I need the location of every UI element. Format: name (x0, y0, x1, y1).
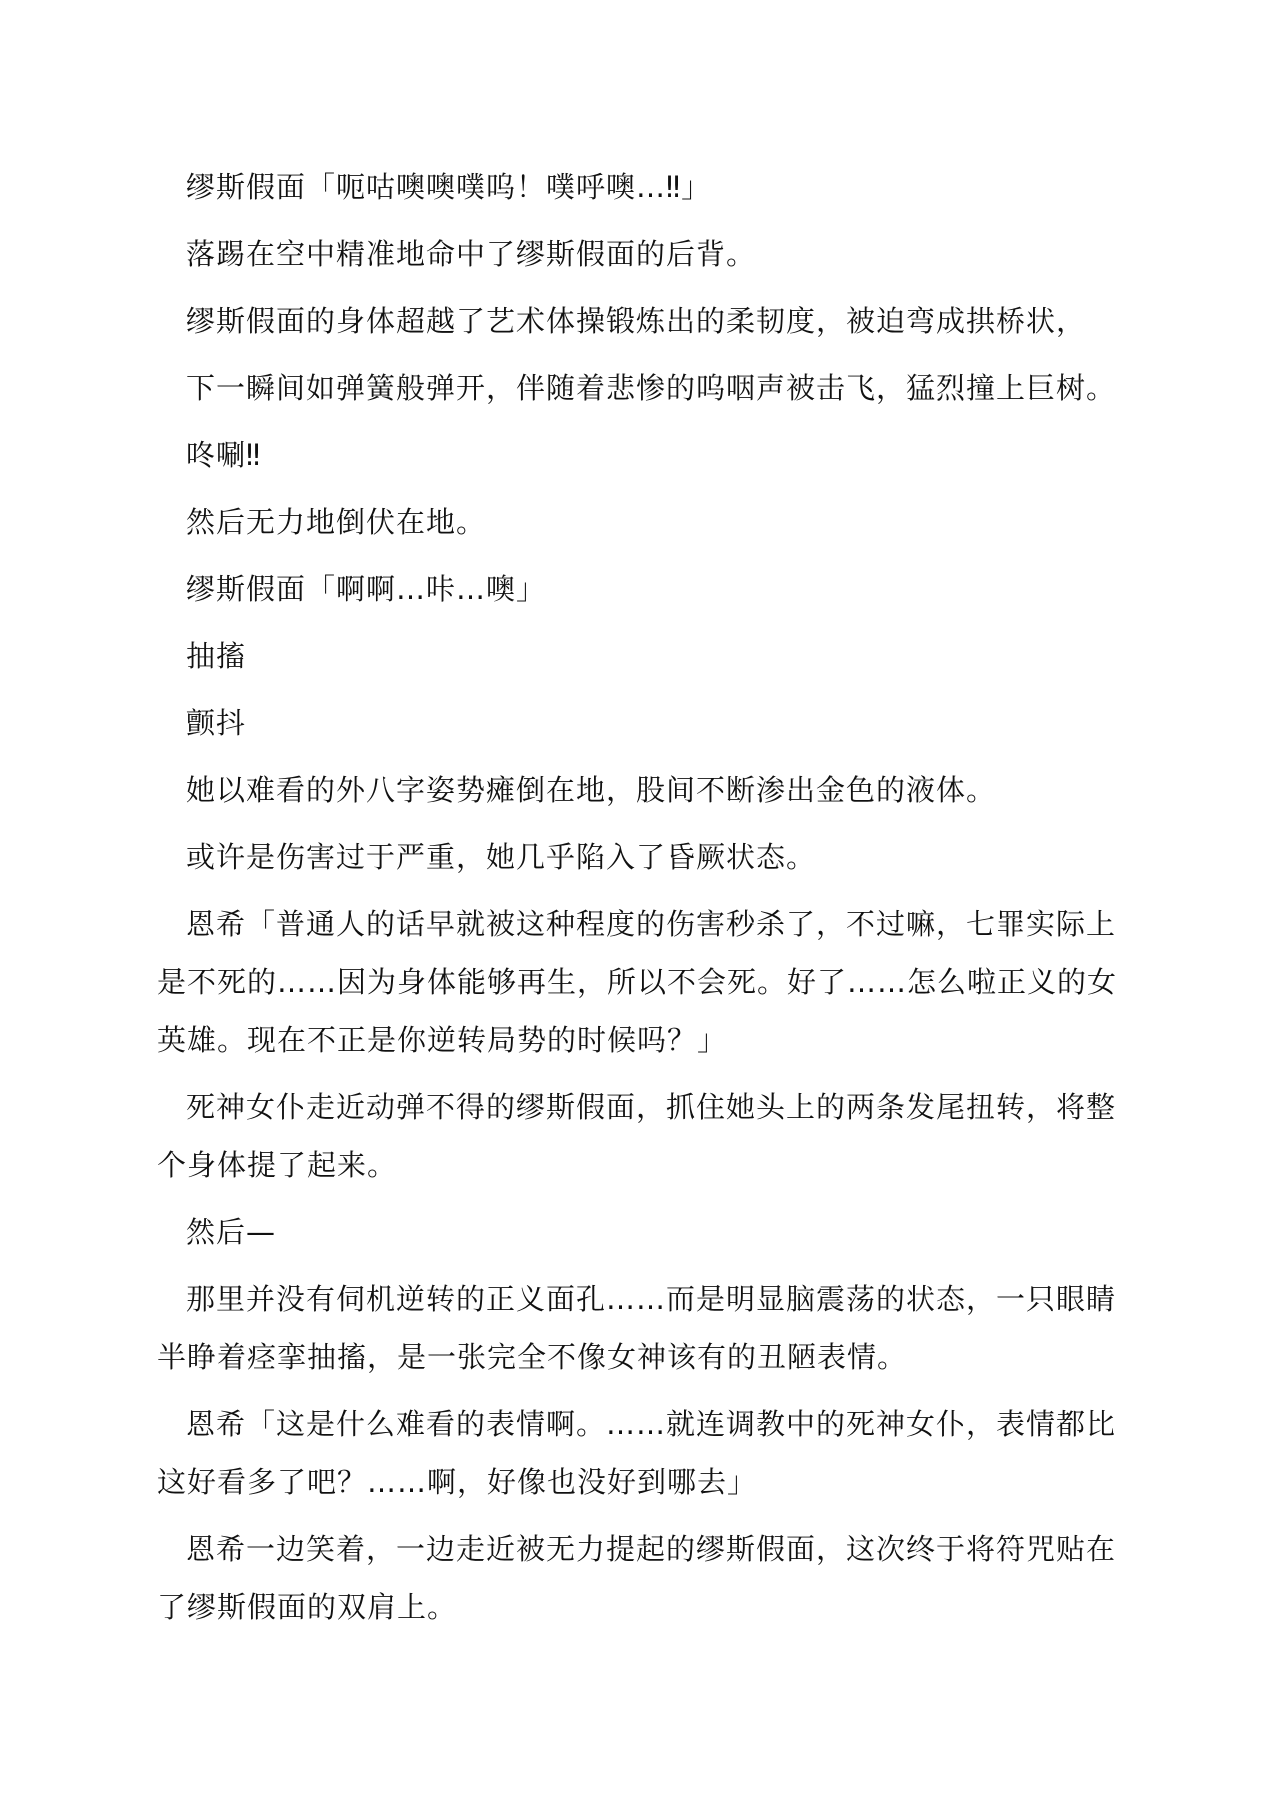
text-line: 或许是伤害过于严重，她几乎陷入了昏厥状态。 (186, 840, 817, 874)
text-line: 缪斯假面的身体超越了艺术体操锻炼出的柔韧度，被迫弯成拱桥状， (186, 304, 1087, 338)
paragraph (157, 1270, 1157, 1386)
text-line: 落踢在空中精准地命中了缪斯假面的后背。 (186, 237, 757, 271)
paragraph (157, 828, 1157, 886)
paragraph (157, 1078, 1157, 1194)
text-line: 是不死的……因为身体能够再生，所以不会死。好了……怎么啦正义的女 (157, 965, 1118, 999)
text-line: 恩希一边笑着，一边走近被无力提起的缪斯假面，这次终于将符咒贴在 (186, 1532, 1117, 1566)
text-line: 然后无力地倒伏在地。 (186, 505, 487, 539)
text-line: 这好看多了吧？……啊，好像也没好到哪去」 (157, 1465, 758, 1499)
paragraph (157, 895, 1157, 1069)
text-line: 咚唰‼ (186, 438, 262, 472)
paragraph (157, 426, 1157, 484)
text-line: 她以难看的外八字姿势瘫倒在地，股间不断渗出金色的液体。 (186, 773, 997, 807)
text-line: 那里并没有伺机逆转的正义面孔……而是明显脑震荡的状态，一只眼睛 (186, 1282, 1117, 1316)
text-line: 死神女仆走近动弹不得的缪斯假面，抓住她头上的两条发尾扭转，将整 (186, 1090, 1117, 1124)
paragraph (157, 761, 1157, 819)
text-line: 恩希「普通人的话早就被这种程度的伤害秒杀了，不过嘛，七罪实际上 (186, 907, 1117, 941)
text-line: 缪斯假面「啊啊…咔…噢」 (186, 572, 547, 606)
paragraph (157, 1520, 1157, 1636)
text-line: 缪斯假面「呃咕噢噢噗呜！噗呼噢…‼」 (186, 170, 712, 204)
paragraph (157, 1395, 1157, 1511)
paragraph (157, 493, 1157, 551)
paragraph (157, 694, 1157, 752)
paragraph (157, 225, 1157, 283)
text-line: 半睁着痉挛抽搐，是一张完全不像女神该有的丑陋表情。 (157, 1340, 908, 1374)
paragraph (157, 359, 1157, 417)
text-line: 抽搐 (186, 639, 247, 673)
text-line: 恩希「这是什么难看的表情啊。……就连调教中的死神女仆，表情都比 (186, 1407, 1117, 1441)
document-body (157, 158, 1157, 1645)
paragraph (157, 158, 1157, 216)
text-line: 颤抖 (186, 706, 247, 740)
text-line: 下一瞬间如弹簧般弹开，伴随着悲惨的呜咽声被击飞，猛烈撞上巨树。 (186, 371, 1117, 405)
text-line: 了缪斯假面的双肩上。 (157, 1590, 458, 1624)
paragraph (157, 627, 1157, 685)
text-line: 英雄。现在不正是你逆转局势的时候吗？」 (157, 1023, 728, 1057)
paragraph (157, 560, 1157, 618)
text-line: 个身体提了起来。 (157, 1148, 398, 1182)
paragraph (157, 1203, 1157, 1261)
paragraph (157, 292, 1157, 350)
text-line: 然后— (186, 1215, 277, 1249)
